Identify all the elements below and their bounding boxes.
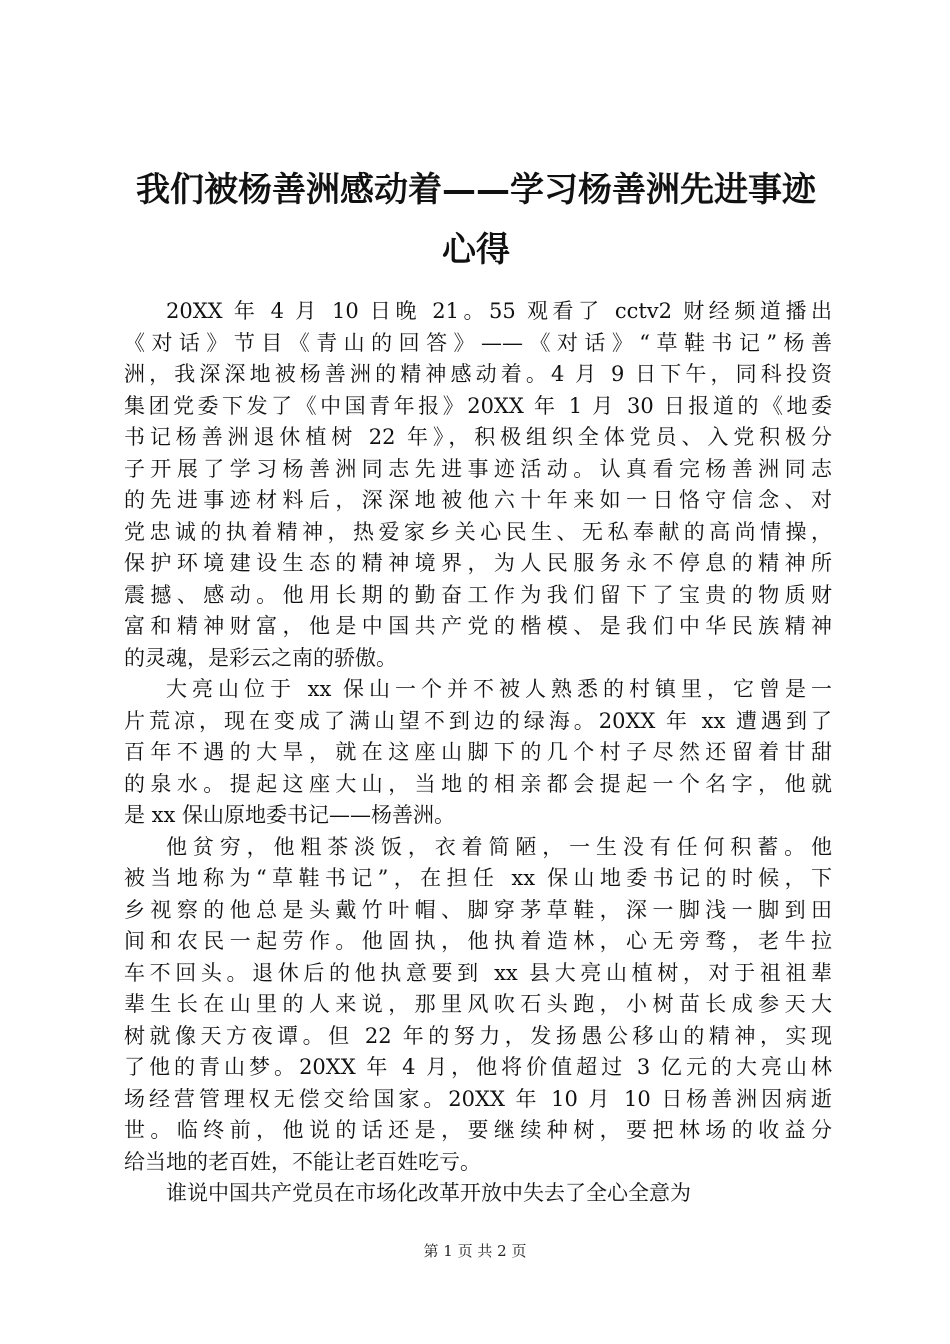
paragraph-line: 百年不遇的大旱，就在这座山脚下的几个村子尽然还留着甘甜	[124, 740, 832, 764]
paragraph-line: 被当地称为“草鞋书记”，在担任 xx 保山地委书记的时候，下	[124, 866, 832, 890]
paragraph-line: 的先进事迹材料后，深深地被他六十年来如一日恪守信念、对	[124, 488, 832, 512]
paragraph-line: 了他的青山梦。20XX 年 4 月，他将价值超过 3 亿元的大亮山林	[124, 1055, 832, 1079]
paragraph-line: 谁说中国共产党员在市场化改革开放中失去了全心全意为	[166, 1181, 691, 1205]
page-footer: 第 1 页 共 2 页	[423, 1242, 527, 1260]
paragraph-line: 世。临终前，他说的话还是，要继续种树，要把林场的收益分	[124, 1118, 832, 1142]
paragraph-line: 给当地的老百姓，不能让老百姓吃亏。	[124, 1149, 481, 1174]
paragraph-line: 子开展了学习杨善洲同志先进事迹活动。认真看完杨善洲同志	[124, 456, 832, 481]
document-title	[120, 160, 832, 280]
paragraph-line: 的泉水。提起这座大山，当地的相亲都会提起一个名字，他就	[124, 771, 832, 796]
paragraph	[124, 832, 832, 1179]
paragraph-line: 震撼、感动。他用长期的勤奋工作为我们留下了宝贵的物质财	[124, 582, 832, 607]
paragraph-line: 的灵魂，是彩云之南的骄傲。	[124, 645, 397, 670]
paragraph	[124, 674, 832, 832]
paragraph-line: 他贫穷，他粗茶淡饭，衣着简陋，一生没有任何积蓄。他	[166, 834, 832, 859]
paragraph-line: 辈生长在山里的人来说，那里风吹石头跑，小树苗长成参天大	[124, 992, 832, 1016]
paragraph-line: 集团党委下发了《中国青年报》20XX 年 1 月 30 日报道的《地委	[124, 393, 832, 418]
paragraph-line: 是 xx 保山原地委书记——杨善洲。	[124, 803, 456, 827]
title-line-2: 心得	[442, 230, 510, 270]
paragraph-line: 场经营管理权无偿交给国家。20XX 年 10 月 10 日杨善洲因病逝	[124, 1086, 832, 1111]
paragraph-line: 书记杨善洲退休植树 22 年》，积极组织全体党员、入党积极分	[124, 425, 832, 449]
paragraph	[124, 1178, 832, 1210]
document-body	[124, 296, 832, 1210]
paragraph-line: 间和农民一起劳作。他固执，他执着造林，心无旁骛，老牛拉	[124, 929, 832, 953]
paragraph-line: 片荒凉，现在变成了满山望不到边的绿海。20XX 年 xx 遭遇到了	[124, 708, 832, 733]
paragraph-line: 树就像天方夜谭。但 22 年的努力，发扬愚公移山的精神，实现	[124, 1023, 832, 1048]
paragraph-line: 党忠诚的执着精神，热爱家乡关心民生、无私奉献的高尚情操，	[124, 519, 832, 544]
paragraph-line: 保护环境建设生态的精神境界，为人民服务永不停息的精神所	[124, 551, 832, 575]
paragraph-line: 洲，我深深地被杨善洲的精神感动着。4 月 9 日下午，同科投资	[124, 362, 832, 386]
paragraph-line: 车不回头。退休后的他执意要到 xx 县大亮山植树，对于祖祖辈	[124, 960, 832, 985]
paragraph-line: 20XX 年 4 月 10 日晚 21。55 观看了 cctv2 财经频道播出	[166, 299, 832, 323]
paragraph-line: 富和精神财富，他是中国共产党的楷模、是我们中华民族精神	[124, 614, 832, 638]
paragraph-line: 大亮山位于 xx 保山一个并不被人熟悉的村镇里，它曾是一	[166, 677, 832, 701]
paragraph	[124, 296, 832, 674]
title-line-1: 我们被杨善洲感动着——学习杨善洲先进事迹	[136, 170, 816, 210]
paragraph-line: 《对话》节目《青山的回答》——《对话》“草鞋书记”杨善	[124, 330, 832, 355]
paragraph-line: 乡视察的他总是头戴竹叶帽、脚穿茅草鞋，深一脚浅一脚到田	[124, 897, 832, 922]
